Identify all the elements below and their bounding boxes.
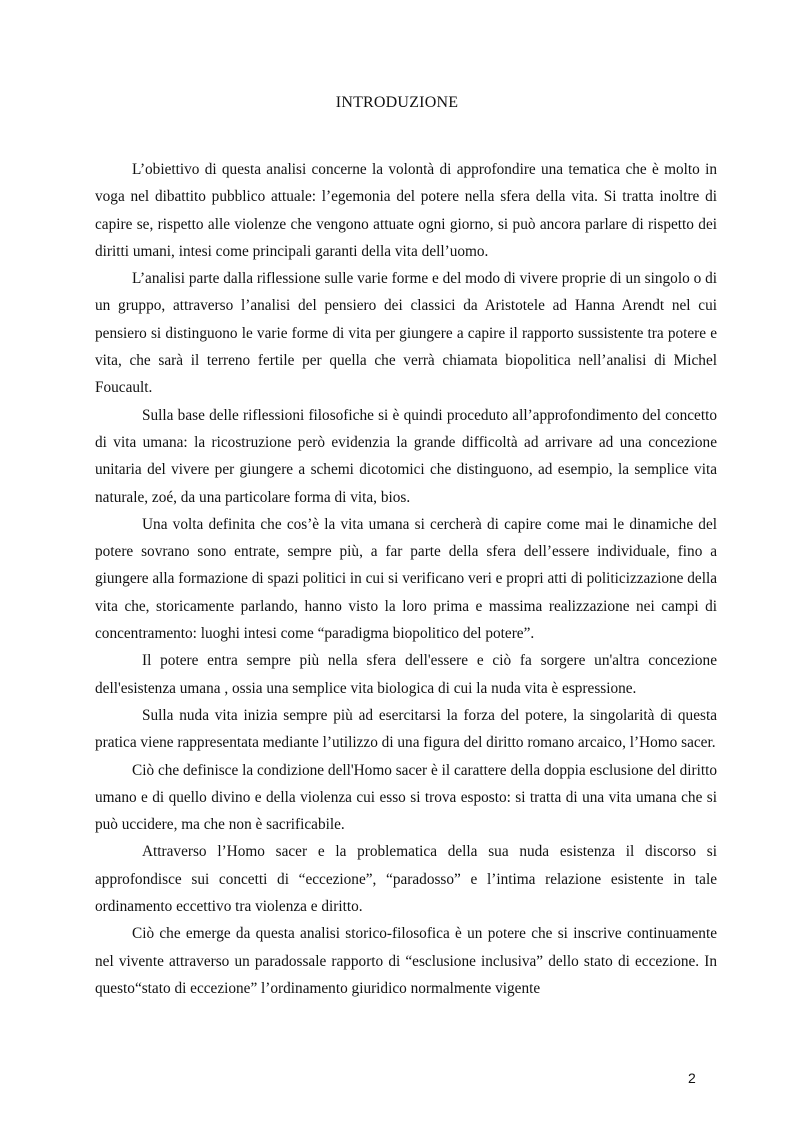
paragraph: L’analisi parte dalla riflessione sulle varie forme e del modo di vivere proprie di un singolo o di un gruppo, attraverso l’analisi del pensiero dei classici da Aristotele ad Hanna Arendt nel cui pensiero si distinguono le varie forme di vita per giungere a capire il rapporto sussistente tra potere e vita, che sarà il terreno fertile per quella che verrà chiamata biopolitica nell’analisi di Michel Foucault. [95, 270, 717, 397]
paragraph: Una volta definita che cos’è la vita umana si cercherà di capire come mai le dinamiche del potere sovrano sono entrate, sempre più, a far parte della sfera dell’essere individuale, fino a giungere alla formazione di spazi politici in cui si verificano veri e propri atti di politicizzazione della vita che, storicamente parlando, hanno visto la loro prima e massima realizzazione nei campi di concentramento: luoghi intesi come “paradigma biopolitico del potere”. [95, 515, 717, 643]
paragraph: Ciò che definisce la condizione dell'Homo sacer è il carattere della doppia esclusione del diritto umano e di quello divino e della violenza cui esso si trova esposto: si tratta di una vita umana che si può uccidere, ma che non è sacrificabile. [95, 761, 717, 834]
paragraph: Attraverso l’Homo sacer e la problematica della sua nuda esistenza il discorso si approfondisce sui concetti di “eccezione”, “paradosso” e l’intima relazione esistente in tale ordinamento eccettivo tra violenza e diritto. [95, 843, 717, 916]
paragraph: Sulla base delle riflessioni filosofiche si è quindi proceduto all’approfondimento del concetto di vita umana: la ricostruzione però evidenzia la grande difficoltà ad arrivare ad una concezione unitaria del vivere per giungere a schemi dicotomici che distinguono, ad esempio, la semplice vita naturale, zoé, da una particolare forma di vita, bios. [95, 406, 717, 506]
page-number: 2 [688, 1070, 696, 1086]
body-text [95, 156, 717, 1002]
paragraph: Sulla nuda vita inizia sempre più ad esercitarsi la forza del potere, la singolarità di questa pratica viene rappresentata mediante l’utilizzo di una figura del diritto romano arcaico, l’Homo sacer. [95, 706, 717, 752]
page-title: INTRODUZIONE [335, 94, 459, 111]
paragraph: Ciò che emerge da questa analisi storico-filosofica è un potere che si inscrive continuamente nel vivente attraverso un paradossale rapporto di “esclusione inclusiva” dello stato di eccezione. In questo“stato di eccezione” l’ordinamento giuridico normalmente vigente [95, 925, 717, 997]
paragraph: L’obiettivo di questa analisi concerne la volontà di approfondire una tematica che è molto in voga nel dibattito pubblico attuale: l’egemonia del potere nella sfera della vita. Si tratta inoltre di capire se, rispetto alle violenze che vengono attuate ogni giorno, si può ancora parlare di rispetto dei diritti umani, intesi come principali garanti della vita dell’uomo. [95, 161, 717, 260]
paragraph: Il potere entra sempre più nella sfera dell'essere e ciò fa sorgere un'altra concezione dell'esistenza umana , ossia una semplice vita biologica di cui la nuda vita è espressione. [95, 652, 717, 697]
